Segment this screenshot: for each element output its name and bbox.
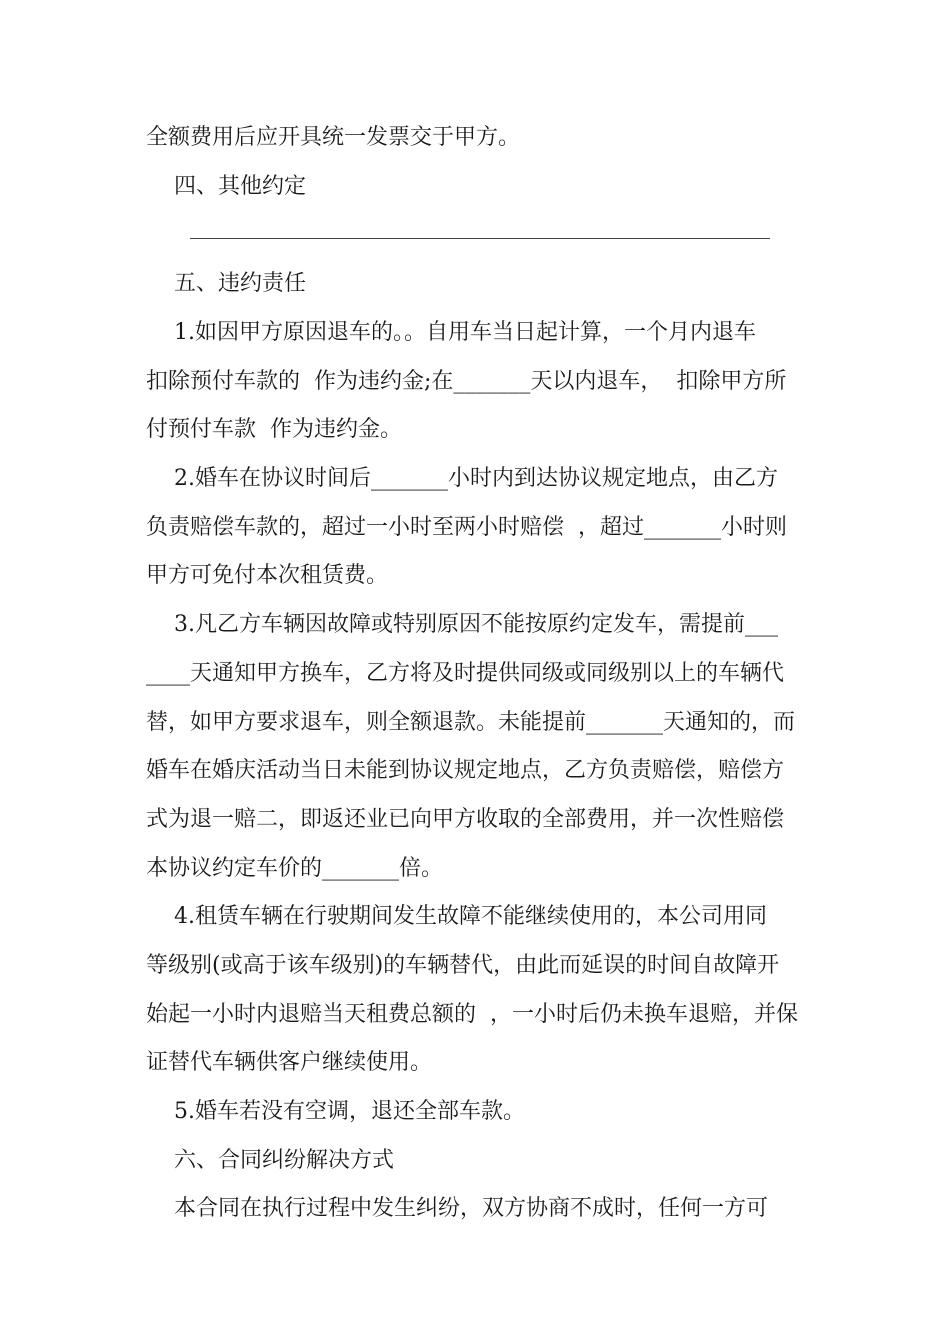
text-line: 式为退一赔二，即返还业已向甲方收取的全部费用，并一次性赔偿 <box>146 807 785 832</box>
text-line: 5.婚车若没有空调，退还全部车款。 <box>146 1099 525 1124</box>
text-line: 付预付车款 作为违约金。 <box>146 417 402 442</box>
text-line: 替，如甲方要求退车，则全额退款。未能提前_______天通知的，而 <box>146 710 796 735</box>
section-heading-dispute-resolution: 六、合同纠纷解决方式 <box>146 1148 394 1173</box>
text-line: 证替代车辆供客户继续使用。 <box>146 1050 433 1075</box>
text-line: 负责赔偿车款的，超过一小时至两小时赔偿 ，超过_______小时则 <box>146 515 787 540</box>
section-heading-other-terms: 四、其他约定 <box>146 174 306 199</box>
text-line: 2.婚车在协议时间后_______小时内到达协议规定地点，由乙方 <box>146 466 778 491</box>
section-heading-breach-liability: 五、违约责任 <box>146 271 306 296</box>
text-line: 等级别(或高于该车级别)的车辆替代，由此而延误的时间自故障开 <box>146 953 780 978</box>
text-line: 婚车在婚庆活动当日未能到协议规定地点，乙方负责赔偿，赔偿方 <box>146 758 785 783</box>
text-line: 全额费用后应开具统一发票交于甲方。 <box>146 125 521 150</box>
text-line: 本协议约定车价的_______倍。 <box>146 856 444 881</box>
text-line: 甲方可免付本次租赁费。 <box>146 563 389 588</box>
text-line: ____天通知甲方换车，乙方将及时提供同级或同级别以上的车辆代 <box>146 661 785 686</box>
text-line: 扣除预付车款的 作为违约金;在_______天以内退车， 扣除甲方所 <box>146 369 787 394</box>
text-line: 4.租赁车辆在行驶期间发生故障不能继续使用的，本公司用同 <box>146 904 767 929</box>
text-line: 始起一小时内退赔当天租费总额的 ，一小时后仍未换车退赔，并保 <box>146 1002 798 1027</box>
text-line: 本合同在执行过程中发生纠纷，双方协商不成时，任何一方可 <box>146 1196 768 1221</box>
text-line: 1.如因甲方原因退车的。。自用车当日起计算，一个月内退车 <box>146 320 756 345</box>
text-line: 3.凡乙方车辆因故障或特别原因不能按原约定发车，需提前___ <box>146 612 778 637</box>
blank-fill-line <box>190 238 770 239</box>
